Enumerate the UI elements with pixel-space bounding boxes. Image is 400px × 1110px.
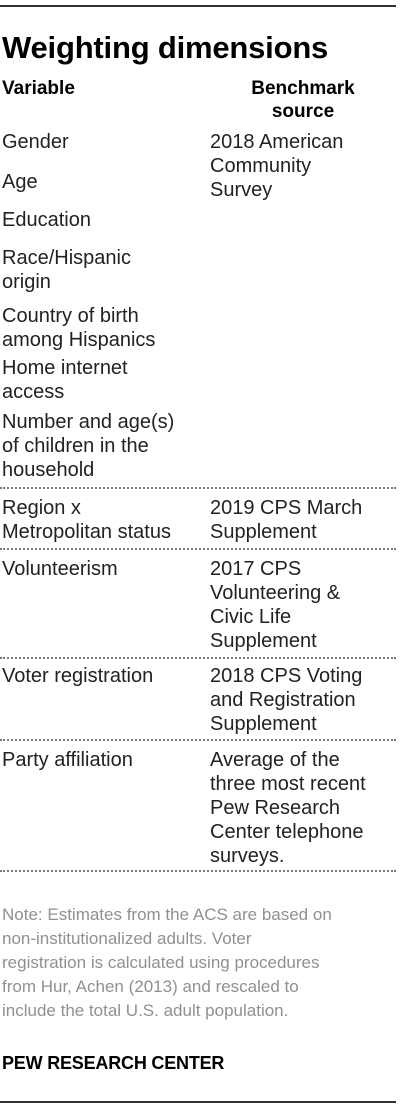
variable-race-hispanic-origin: Race/Hispanic origin: [2, 247, 131, 293]
row-divider: [0, 487, 396, 489]
source-pew-telephone-surveys: Average of the three most recent Pew Research Center telephone surveys.: [210, 749, 366, 867]
footnote: Note: Estimates from the ACS are based on non-institutionalized adults. Voter registration is calculated using procedures from Hur, Achen (2013) and rescaled to include the total U.S. adult population.: [2, 905, 332, 1020]
variable-home-internet-access: Home internet access: [2, 357, 128, 403]
row-divider: [0, 870, 396, 872]
variable-children-in-household: Number and age(s) of children in the household: [2, 411, 175, 481]
variable-gender: Gender: [2, 131, 69, 153]
page-title: Weighting dimensions: [2, 30, 329, 65]
row-divider: [0, 548, 396, 550]
top-rule: [0, 5, 396, 7]
source-cps-march: 2019 CPS March Supplement: [210, 497, 363, 543]
variable-voter-registration: Voter registration: [2, 665, 154, 687]
bottom-rule: [0, 1101, 396, 1103]
variable-volunteerism: Volunteerism: [2, 558, 118, 580]
row-divider: [0, 739, 396, 741]
column-header-benchmark-source: [208, 77, 398, 123]
source-cps-voting: 2018 CPS Voting and Registration Supplement: [210, 665, 363, 735]
variable-age: Age: [2, 171, 38, 193]
column-header-benchmark-source-line: Benchmark: [251, 78, 355, 99]
variable-region-metropolitan: Region x Metropolitan status: [2, 497, 171, 543]
column-header-variable: Variable: [2, 78, 75, 99]
variable-country-of-birth: Country of birth among Hispanics: [2, 305, 156, 351]
row-divider: [0, 657, 396, 659]
column-header-benchmark-source-line: source: [271, 101, 335, 122]
source-cps-volunteering: 2017 CPS Volunteering & Civic Life Supplement: [210, 558, 341, 652]
source-acs: 2018 American Community Survey: [210, 131, 344, 201]
variable-party-affiliation: Party affiliation: [2, 749, 133, 771]
source-brand-label: PEW RESEARCH CENTER: [2, 1053, 225, 1073]
variable-education: Education: [2, 209, 91, 231]
